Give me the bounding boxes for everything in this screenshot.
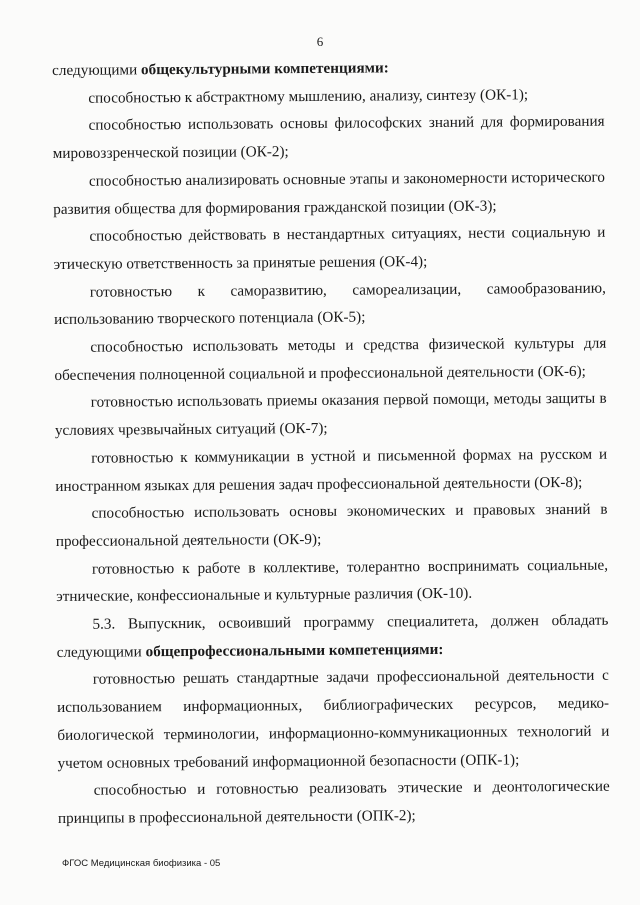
section-paragraph: 5.3. Выпускник, освоивший программу специалитета, должен обладать следующими общепрофессиональными компетенциями: [56, 611, 609, 661]
competency-item: способностью использовать методы и средства физической культуры для обеспечения полноценной социальной и профессиональной деятельности (ОК-6); [54, 334, 607, 384]
competency-item: способностью использовать основы философских знаний для формирования мировоззренческой позиции (ОК-2); [52, 113, 605, 163]
body-text [52, 53, 610, 833]
competency-item: способностью и готовностью реализовать этические и деонтологические принципы в профессиональной деятельности (ОПК-2); [57, 777, 610, 827]
paragraph: следующими общекультурными компетенциями: [52, 59, 389, 79]
competency-item: способностью к абстрактному мышлению, анализу, синтезу (ОК-1); [88, 85, 529, 107]
page-footer: ФГОС Медицинская биофизика - 05 [62, 858, 221, 869]
bold-term: общепрофессиональными компетенциями: [145, 640, 444, 661]
competency-item: готовностью к работе в коллективе, толерантно воспринимать социальные, этнические, конфессиональные и культурные различия (ОК-10). [56, 556, 609, 606]
competency-item: готовностью к саморазвитию, самореализации, самообразованию, использованию творческого потенциала (ОК-5); [53, 279, 606, 329]
competency-item: готовностью использовать приемы оказания первой помощи, методы защиты в условиях чрезвычайных ситуаций (ОК-7); [54, 390, 607, 440]
competency-item: способностью анализировать основные этапы и закономерности исторического развития общества для формирования гражданской позиции (ОК-3); [53, 168, 606, 218]
competency-item: способностью действовать в нестандартных ситуациях, нести социальную и этическую ответственность за принятые решения (ОК-4); [53, 223, 606, 273]
page-number: 6 [316, 34, 324, 49]
bold-term: общекультурными компетенциями: [140, 59, 389, 79]
competency-item: готовностью решать стандартные задачи профессиональной деятельности с использованием информационных, библиографических ресурсов, медико-биологической терминологии, информационно-коммуникационных технологий и учетом основных требований информационной безопасности (ОПК-1); [57, 667, 610, 772]
competency-item: способностью использовать основы экономических и правовых знаний в профессиональной деятельности (ОК-9); [55, 500, 608, 550]
competency-item: готовностью к коммуникации в устной и письменной формах на русском и иностранном языках для решения задач профессиональной деятельности (ОК-8); [55, 445, 608, 495]
